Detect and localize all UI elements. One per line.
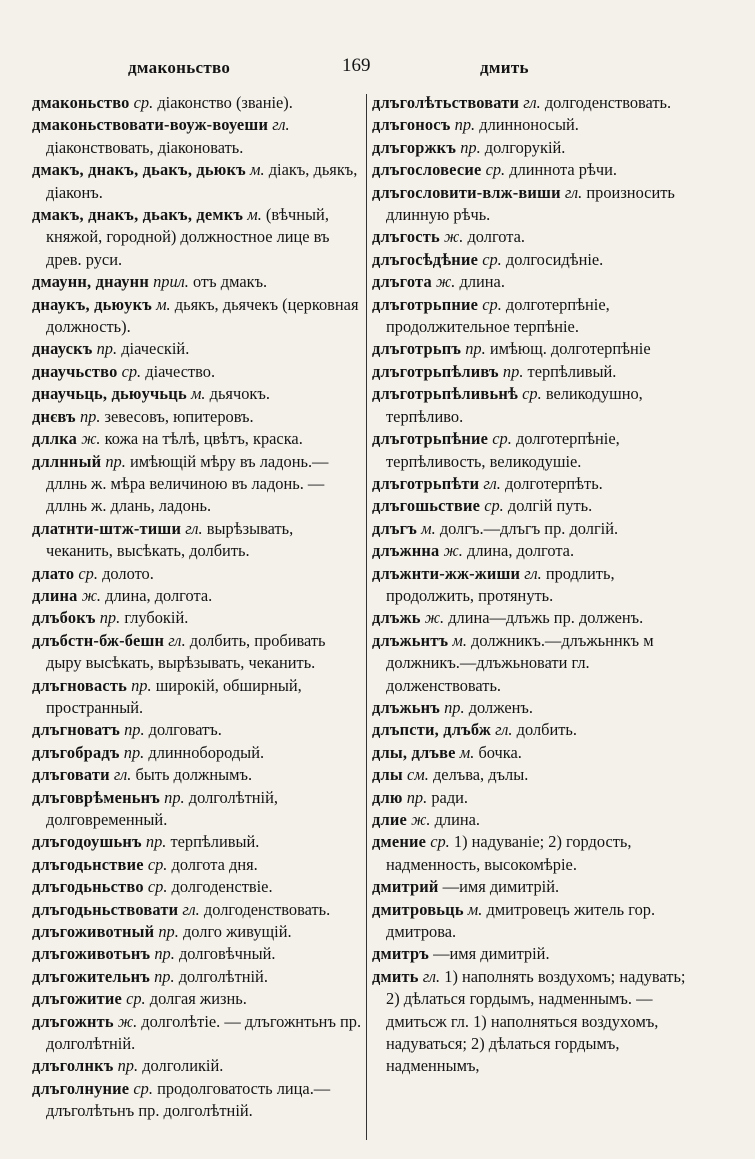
entry-definition: долговѣчный. [178,944,276,964]
entry-definition: терпѣливый. [527,361,617,381]
entry-grammar-mark: пр. [164,787,185,807]
entry-headword: длъгновасть [32,675,127,695]
entry-grammar-mark: ср. [492,429,512,449]
entry-definition: терпѣливый. [170,832,260,852]
entry-headword: длъбстн-бж-бешн [32,630,165,650]
entry-grammar-mark: гл. [185,518,203,538]
entry-grammar-mark: гл. [168,630,186,650]
entry-headword: длъжь [372,608,421,628]
entry-grammar-mark: ж. [436,272,456,292]
entry-definition: продлить, продолжить, протянуть. [386,563,615,605]
entry-definition: діаческій. [121,339,190,359]
entry-grammar-mark: ср. [126,989,146,1009]
entry-definition: зевесовъ, юпитеровъ. [104,406,254,426]
dictionary-entry [32,294,364,339]
dictionary-entry [32,518,364,563]
entry-grammar-mark: гл. [564,182,583,202]
dictionary-entry [32,159,364,204]
entry-headword: длъжнти-жж-жиши [372,563,521,583]
entry-headword: длы [372,765,403,785]
entry-definition: долгій путь. [507,496,593,516]
dictionary-entry [372,338,702,360]
entry-grammar-mark: ср. [522,384,542,404]
dictionary-entry [372,719,702,741]
entry-definition: длина. [459,272,505,292]
entry-headword: длъгодьнствие [32,854,144,874]
entry-headword: дмаунн, днаунн [32,272,149,292]
dictionary-entry [32,361,364,383]
entry-definition: —имя димитрій. [442,877,560,897]
entry-grammar-mark: пр. [444,697,465,717]
entry-definition: долготерпѣніе, продолжительное терпѣніе. [386,294,610,337]
entry-headword: длъгоживотьнъ [32,944,151,964]
entry-definition: дмитровецъ житель гор. дмитрова. [386,899,656,942]
entry-grammar-mark: ж. [424,608,445,628]
entry-headword: длъгожительнъ [32,966,150,986]
entry-definition: долгоденствіе. [171,877,273,897]
dictionary-entry [372,114,702,136]
entry-definition: вырѣзывать, чеканить, высѣкать, долбить. [46,518,294,561]
entry-definition: долгая жизнь. [149,989,247,1009]
entry-definition: длина, долгота. [467,541,575,561]
entry-headword: длъготрьпние [372,294,479,314]
dictionary-entry [372,495,702,517]
entry-headword: длъготрьпѣливьнѣ [372,384,519,404]
entry-definition: долгосидѣніе. [505,249,604,269]
dictionary-entry [372,787,702,809]
entry-grammar-mark: пр. [454,115,476,135]
entry-definition: долгота дня. [171,854,258,874]
dictionary-entry [372,428,702,473]
dictionary-entry [372,159,702,181]
entry-definition: діаконство (званіе). [157,93,293,112]
entry-headword: длие [372,810,408,829]
entry-headword: длъголнкъ [32,1056,114,1076]
entry-definition: долголѣтній, долговременный. [46,787,278,829]
entry-definition: широкій, обширный, пространный. [46,675,302,717]
dictionary-entry [32,921,364,943]
dictionary-entry [32,585,364,607]
dictionary-entry [372,383,702,428]
entry-headword: дмение [372,832,427,852]
entry-grammar-mark: пр. [79,406,101,426]
entry-grammar-mark: пр. [460,137,481,157]
dictionary-entry [372,563,702,608]
entry-grammar-mark: пр. [99,608,121,628]
dictionary-entry [372,473,702,495]
entry-headword: длъготрьпѣние [372,429,489,449]
column-divider [366,94,367,1140]
entry-grammar-mark: прил. [153,272,189,292]
dictionary-entry [32,92,364,114]
entry-definition: длина. [434,810,481,829]
dictionary-entry [32,114,364,159]
entry-grammar-mark: ср. [121,361,142,381]
entry-definition: отъ дмакъ. [193,272,268,292]
entry-definition: ради. [431,787,469,807]
left-column [32,92,364,1123]
entry-grammar-mark: ж. [117,1011,138,1031]
entry-definition: продолговатость лица.—длъголѣтьнъ пр. долголѣтній. [46,1078,331,1121]
dictionary-entry [32,787,364,832]
entry-grammar-mark: ж. [443,541,463,561]
entry-grammar-mark: м. [156,294,171,314]
entry-grammar-mark: ср. [430,832,450,852]
entry-grammar-mark: ср. [485,160,506,180]
entry-headword: длатнти-штж-тиши [32,518,182,538]
entry-grammar-mark: пр. [154,966,175,986]
dictionary-entry [372,226,702,248]
entry-definition: долото. [102,563,154,583]
entry-headword: длъготрьпѣливъ [372,361,499,381]
dictionary-entry [32,406,364,428]
entry-headword: длъгоживотный [32,922,155,942]
entry-grammar-mark: м. [421,518,436,538]
entry-definition: долгорукій. [484,137,566,157]
entry-grammar-mark: см. [407,765,429,785]
dictionary-entry [372,943,702,965]
dictionary-entry [372,182,702,227]
entry-headword: длина [32,585,78,605]
header-right-word: дмить [480,58,529,77]
dictionary-entry [372,271,702,293]
entry-headword: дмакъ, днакъ, дьакъ, демкъ [32,205,244,225]
entry-definition: длиннота рѣчи. [509,160,618,180]
entry-grammar-mark: ср. [147,854,168,874]
dictionary-entry [32,204,364,271]
entry-grammar-mark: гл. [113,765,132,785]
dictionary-entry [372,876,702,898]
entry-headword: длъговати [32,765,110,785]
entry-grammar-mark: пр. [96,339,118,359]
entry-definition: долженъ. [468,697,533,717]
dictionary-entry [372,697,702,719]
entry-definition: длинноносый. [479,115,579,135]
dictionary-entry [32,988,364,1010]
entry-headword: дмаконьство [32,93,130,112]
entry-headword: длъгодьньствовати [32,899,179,919]
entry-definition: делъва, дълы. [432,765,529,785]
entry-definition: дьячокъ. [209,384,270,404]
entry-grammar-mark: пр. [154,944,175,964]
entry-headword: длы, длъве [372,742,456,762]
dictionary-entry [372,966,702,1078]
entry-grammar-mark: гл. [524,563,542,583]
dictionary-entry [32,764,364,786]
entry-grammar-mark: ср. [482,294,502,314]
entry-headword: длъгословесие [372,160,482,180]
dictionary-entry [372,137,702,159]
dictionary-entry [32,451,364,518]
entry-headword: длъготрьпѣти [372,473,480,493]
dictionary-entry [32,428,364,450]
entry-grammar-mark: пр. [502,361,524,381]
dictionary-entry [372,249,702,271]
dictionary-entry [32,1055,364,1077]
entry-definition: долгъ.—длъгъ пр. долгій. [439,518,619,538]
entry-grammar-mark: гл. [483,473,501,493]
entry-definition: долголикій. [142,1056,224,1076]
dictionary-entry [32,271,364,293]
dictionary-entry [32,607,364,629]
entry-definition: великодушно, терпѣливо. [386,384,643,426]
dictionary-entry [372,630,702,697]
entry-headword: днаукъ, дьюукъ [32,294,152,314]
entry-grammar-mark: ж. [443,227,464,247]
entry-grammar-mark: пр. [117,1056,139,1076]
entry-headword: длъголнуние [32,1078,130,1098]
entry-grammar-mark: ж. [81,585,102,605]
entry-definition: долгоденствовать. [203,899,331,919]
entry-grammar-mark: пр. [145,832,167,852]
entry-definition: имѣющ. долготерпѣніе [489,339,651,359]
dictionary-entry [32,719,364,741]
dictionary-entry [32,338,364,360]
entry-headword: днаускъ [32,339,93,359]
entry-headword: длъгота [372,272,432,292]
entry-headword: дллка [32,429,78,449]
entry-headword: длато [32,563,75,583]
entry-headword: дмить [372,966,419,986]
entry-definition: діачество. [145,361,216,381]
entry-grammar-mark: ср. [78,563,98,583]
entry-headword: дллнный [32,451,102,471]
dictionary-entry [372,518,702,540]
entry-definition: долбить. [516,720,577,740]
entry-headword: длъжнна [372,541,440,561]
entry-headword: длъголѣтьствовати [372,93,520,112]
entry-definition: глубокій. [124,608,189,628]
entry-definition: діакъ, дьякъ, діаконъ. [46,160,358,202]
entry-grammar-mark: пр. [406,787,428,807]
entry-grammar-mark: гл. [272,115,290,135]
dictionary-entry [32,854,364,876]
entry-definition: долгота. [467,227,525,247]
entry-definition: быть должнымъ. [135,765,253,785]
dictionary-entry [372,92,702,114]
entry-grammar-mark: гл. [495,720,513,740]
entry-grammar-mark: м. [452,630,467,650]
entry-headword: длъгожитие [32,989,122,1009]
dictionary-entry [32,742,364,764]
entry-grammar-mark: пр. [105,451,126,471]
dictionary-entry [32,563,364,585]
entry-definition: долбить, пробивать дыру высѣкать, вырѣзывать, чеканить. [46,630,326,673]
dictionary-entry [32,831,364,853]
entry-headword: длъгосѣдѣние [372,249,479,269]
entry-grammar-mark: пр. [158,922,179,942]
entry-grammar-mark: пр. [124,720,145,740]
dictionary-entry [32,675,364,720]
entry-grammar-mark: м. [467,899,483,919]
entry-headword: длъгожнть [32,1011,114,1031]
entry-grammar-mark: гл. [523,93,541,112]
dictionary-entry [32,630,364,675]
entry-definition: длина—длъжь пр. долженъ. [448,608,644,628]
entry-grammar-mark: м. [247,205,262,225]
entry-definition: имѣющій мѣру въ ладонь.—дллнь ж. мѣра величиною въ ладонь. — дллнь ж. длань, ладонь. [46,451,329,516]
dictionary-entry [372,540,702,562]
entry-definition: 1) надуваніе; 2) гордость, надменность, высокомѣріе. [386,832,632,874]
entry-headword: днаучьць, дьюучьць [32,384,187,404]
entry-grammar-mark: ж. [81,429,101,449]
entry-headword: длъгъ [372,518,418,538]
entry-definition: долголѣтній. [178,966,268,986]
entry-headword: дмитрий [372,877,439,897]
dictionary-entry [372,809,702,831]
entry-grammar-mark: ср. [133,1078,153,1098]
entry-headword: длъпсти, длъбж [372,720,491,740]
entry-definition: долготерпѣніе, терпѣливость, великодушіе. [386,429,620,471]
entry-headword: длъжьнтъ [372,630,449,650]
entry-headword: дмакъ, днакъ, дьакъ, дьюкъ [32,160,246,180]
entry-grammar-mark: ср. [484,496,504,516]
entry-definition: долговатъ. [148,720,222,740]
entry-definition: длина, долгота. [105,585,213,605]
dictionary-entry [372,742,702,764]
dictionary-entry [32,1011,364,1056]
entry-definition: дьякъ, дьячекъ (церковная должность). [46,294,359,337]
entry-grammar-mark: м. [459,742,475,762]
entry-headword: длъгноватъ [32,720,120,740]
entry-definition: кожа на тѣлѣ, цвѣтъ, краска. [104,429,303,449]
entry-definition: діаконствовать, діаконовать. [46,137,244,157]
dictionary-entry [372,294,702,339]
entry-grammar-mark: ср. [133,93,154,112]
page-header [0,55,755,82]
entry-headword: дмитръ [372,944,430,964]
entry-grammar-mark: пр. [131,675,152,695]
entry-definition: долготерпѣть. [504,473,603,493]
entry-headword: дмитровьць [372,899,464,919]
dictionary-entry [372,607,702,629]
dictionary-entry [32,876,364,898]
entry-headword: длъготрьпъ [372,339,462,359]
entry-headword: длъгобрадъ [32,742,120,762]
entry-headword: длъжьнъ [372,697,440,717]
page-number: 169 [342,55,371,76]
dictionary-entry [32,966,364,988]
entry-headword: длъгоносъ [372,115,451,135]
entry-headword: длю [372,787,403,807]
entry-definition: долгоденствовать. [544,93,672,112]
header-left-word: дмаконьство [128,58,231,77]
entry-definition: —имя димитрій. [433,944,550,964]
entry-definition: длиннобородый. [148,742,265,762]
entry-headword: длъговрѣменьнъ [32,787,161,807]
dictionary-entry [32,943,364,965]
entry-grammar-mark: пр. [465,339,486,359]
entry-headword: длъгодьньство [32,877,144,897]
dictionary-entry [372,361,702,383]
entry-grammar-mark: гл. [422,966,441,986]
right-column [372,92,702,1078]
entry-grammar-mark: гл. [182,899,200,919]
entry-headword: длъбокъ [32,608,96,628]
entry-definition: долголѣтіе. — длъгожнтьнъ пр. долголѣтній. [46,1011,362,1054]
dictionary-entry [372,831,702,876]
entry-grammar-mark: м. [190,384,206,404]
entry-headword: дмаконьствовати-воуж-воуеши [32,115,269,135]
entry-grammar-mark: ж. [411,810,431,829]
entry-headword: днаучьство [32,361,118,381]
entry-headword: длъгоржкъ [372,137,457,157]
dictionary-entry [372,899,702,944]
entry-headword: днєвъ [32,406,76,426]
dictionary-entry [372,764,702,786]
entry-definition: бочка. [478,742,522,762]
entry-definition: (вѣчный, княжой, городной) должностное лице въ древ. руси. [46,205,330,269]
entry-definition: 1) наполнять воздухомъ; надувать; 2) дѣлаться гордымъ, надменнымъ. — дмитьсж гл. 1) наполняться воздухомъ, надуваться; 2) дѣлаться гордымъ, надменнымъ, [386,966,686,1076]
dictionary-entry [32,899,364,921]
entry-grammar-mark: ср. [482,249,502,269]
entry-grammar-mark: ср. [147,877,168,897]
entry-grammar-mark: м. [250,160,265,180]
dictionary-entry [32,1078,364,1123]
entry-definition: долго живущій. [182,922,292,942]
entry-headword: длъгодоушьнъ [32,832,142,852]
entry-definition: произносить длинную рѣчь. [386,182,675,225]
entry-grammar-mark: пр. [123,742,145,762]
entry-definition: должникъ.—длъжьннкъ м должникъ.—длъжьновати гл. долженствовать. [386,630,654,695]
entry-headword: длъгословити-влж-виши [372,182,561,202]
dictionary-entry [32,383,364,405]
entry-headword: длъгость [372,227,440,247]
entry-headword: длъгошьствие [372,496,481,516]
